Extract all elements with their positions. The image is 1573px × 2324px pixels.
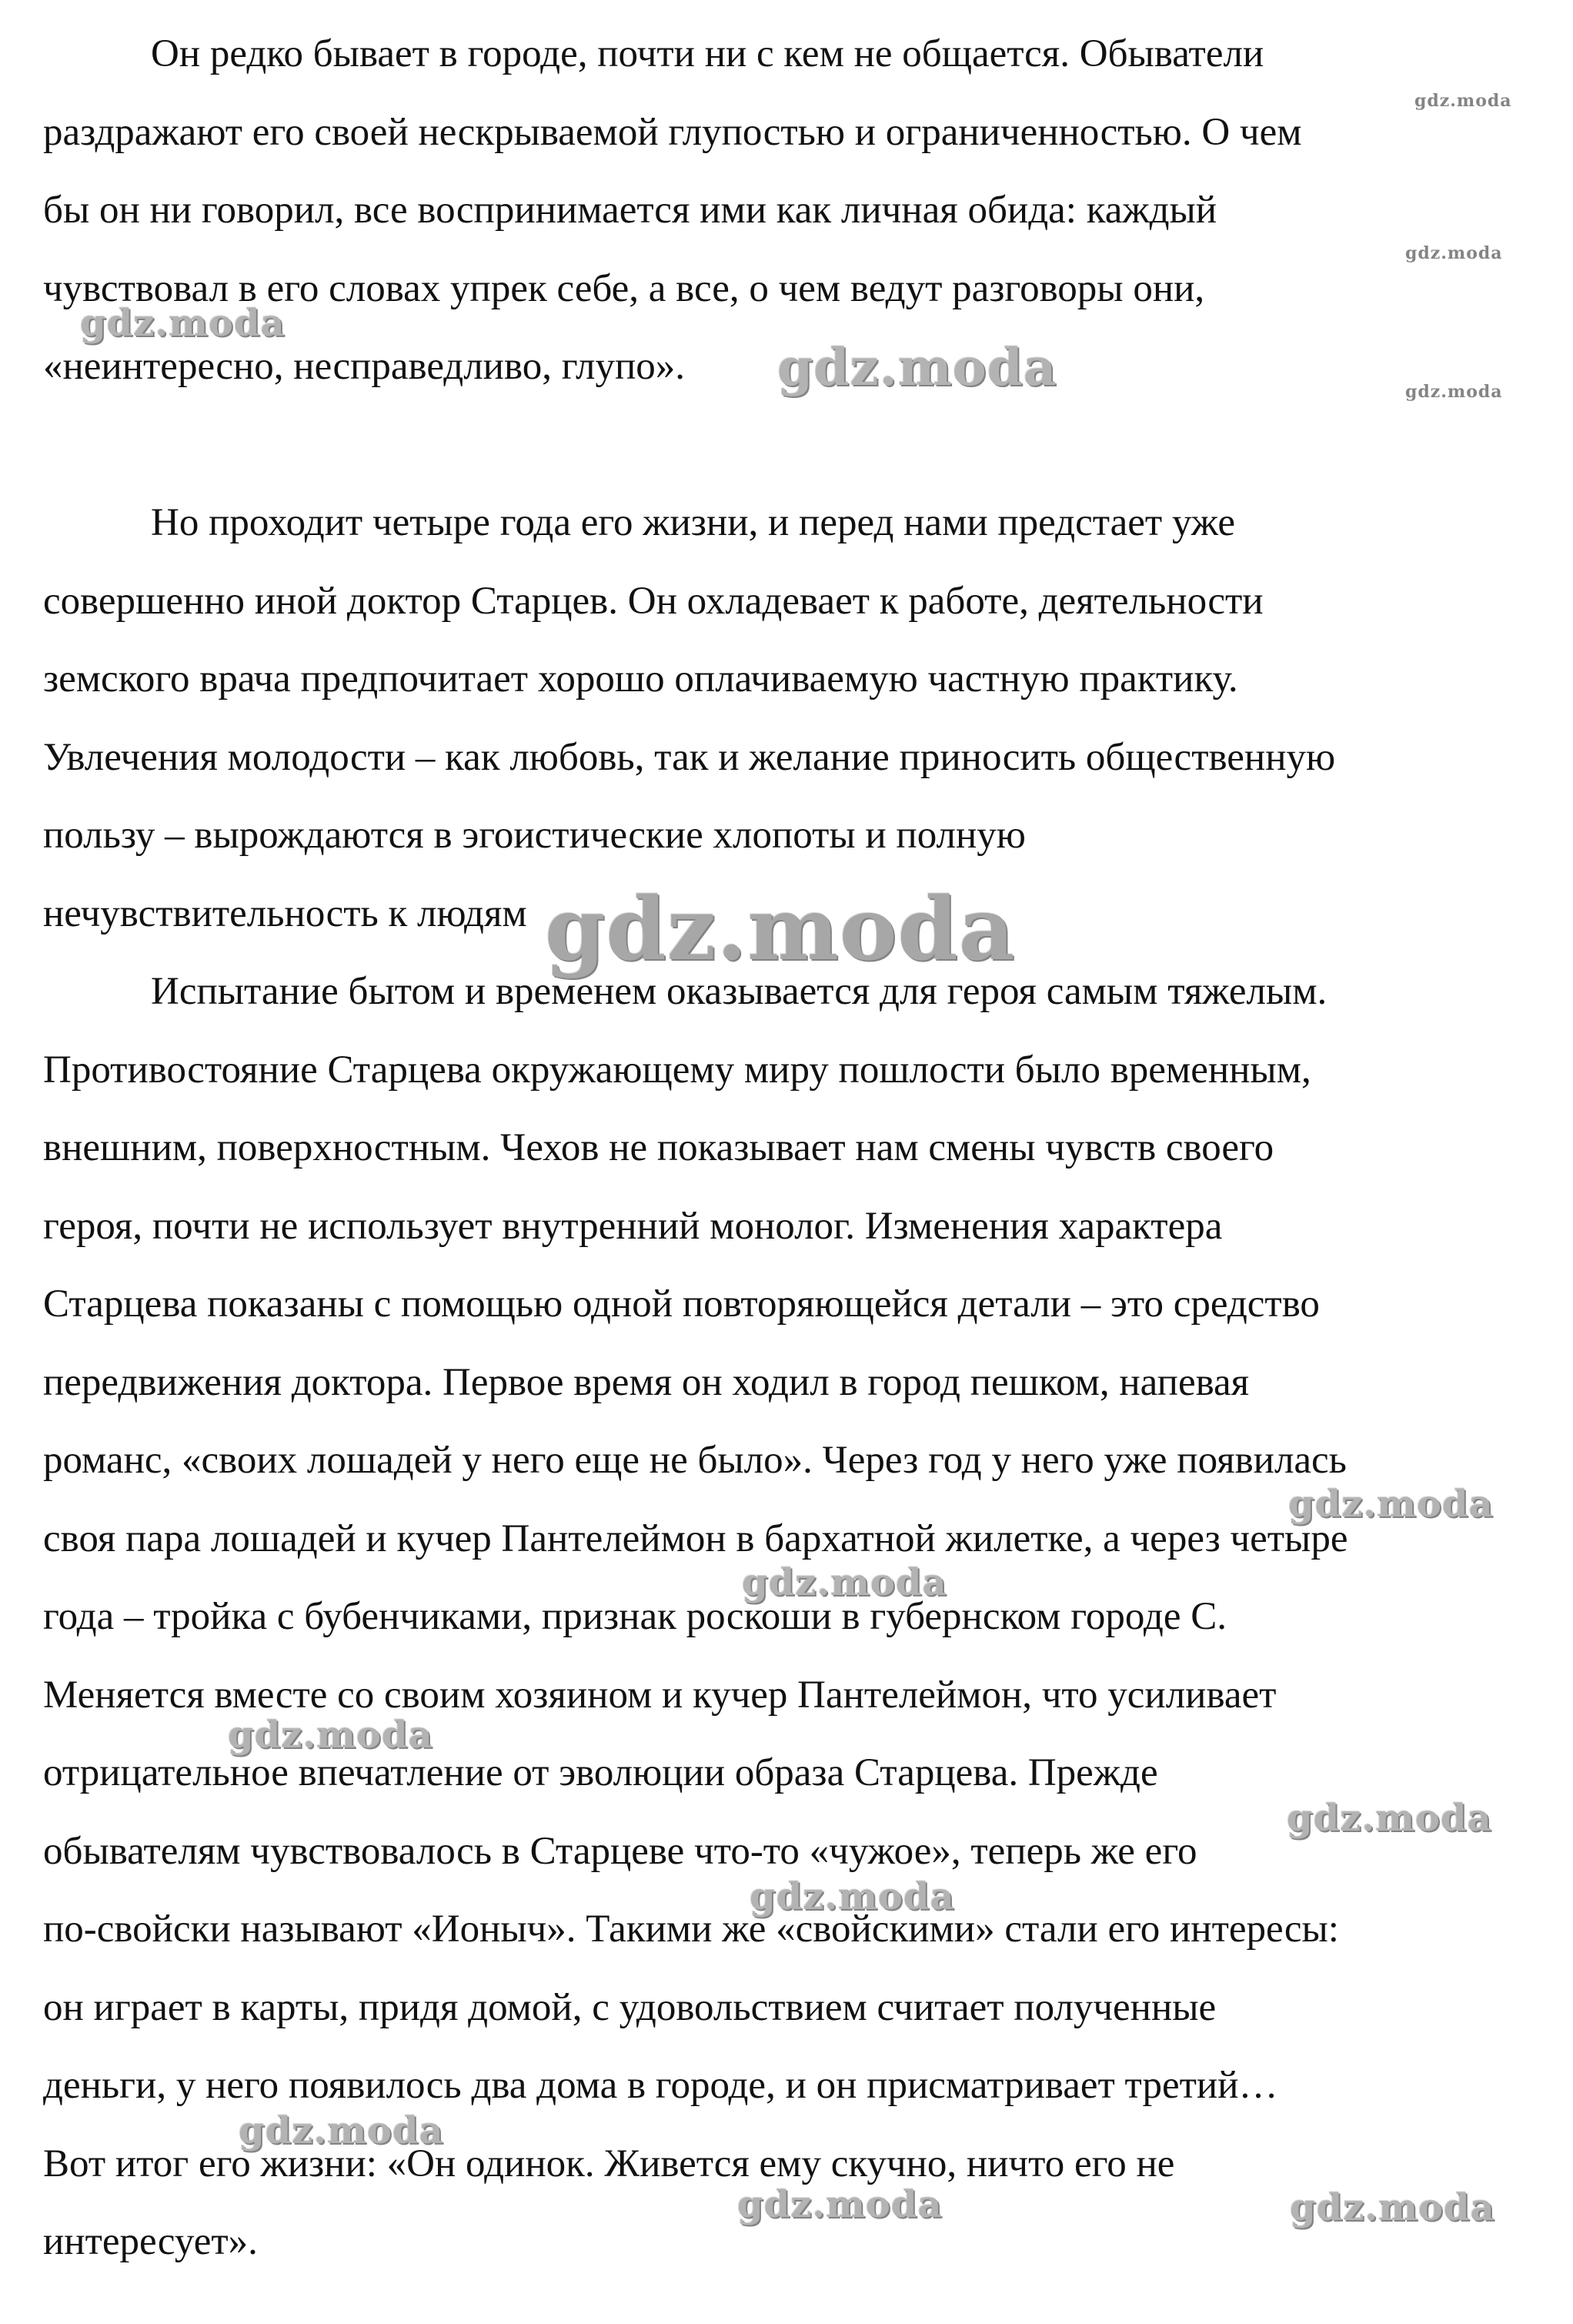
text-line: пользу – вырождаются в эгоистические хлопоты и полную bbox=[43, 814, 1026, 857]
watermark: gdz.moda bbox=[1414, 91, 1512, 111]
text-line: Противостояние Старцева окружающему миру пошлости было временным, bbox=[43, 1048, 1311, 1092]
text-line: Испытание бытом и временем оказывается для героя самым тяжелым. bbox=[151, 970, 1328, 1013]
watermark: gdz.moda bbox=[742, 1561, 947, 1604]
watermark: gdz.moda bbox=[1405, 243, 1503, 263]
text-line: бы он ни говорил, все воспринимается ими как личная обида: каждый bbox=[43, 189, 1217, 232]
watermark: gdz.moda bbox=[1405, 382, 1503, 402]
document-text bbox=[43, 15, 1544, 2282]
text-line: раздражают его своей нескрываемой глупостью и ограниченностью. О чем bbox=[43, 110, 1302, 154]
watermark: gdz.moda bbox=[239, 2109, 444, 2152]
text-line: Вот итог его жизни: «Он одинок. Живется ему скучно, ничто его не bbox=[43, 2142, 1175, 2185]
text-line: обывателям чувствовалось в Старцеве что-то «чужое», теперь же его bbox=[43, 1829, 1197, 1873]
watermark: gdz.moda bbox=[1290, 2186, 1495, 2229]
text-line: отрицательное впечатление от эволюции образа Старцева. Прежде bbox=[43, 1751, 1158, 1794]
text-line: он играет в карты, придя домой, с удовольствием считает полученные bbox=[43, 1985, 1217, 2029]
text-line: внешним, поверхностным. Чехов не показывает нам смены чувств своего bbox=[43, 1126, 1274, 1169]
watermark: gdz.moda bbox=[1288, 1483, 1494, 1526]
text-line: «неинтересно, несправедливо, глупо». bbox=[43, 345, 686, 388]
text-line: года – тройка с бубенчиками, признак роскоши в губернском городе С. bbox=[43, 1595, 1227, 1638]
watermark: gdz.moda bbox=[545, 879, 1016, 980]
text-line: земского врача предпочитает хорошо оплачиваемую частную практику. bbox=[43, 657, 1238, 701]
text-line: Меняется вместе со своим хозяином и кучер Пантелеймон, что усиливает bbox=[43, 1673, 1277, 1717]
watermark: gdz.moda bbox=[228, 1714, 433, 1757]
watermark: gdz.moda bbox=[777, 337, 1057, 397]
text-line: Но проходит четыре года его жизни, и перед нами предстает уже bbox=[151, 501, 1235, 544]
watermark: gdz.moda bbox=[1287, 1797, 1492, 1840]
text-line: романс, «своих лошадей у него еще не было». Через год у него уже появилась bbox=[43, 1439, 1347, 1482]
text-line: совершенно иной доктор Старцев. Он охладевает к работе, деятельности bbox=[43, 579, 1264, 623]
text-line: нечувствительность к людям bbox=[43, 891, 527, 935]
text-line: чувствовал в его словах упрек себе, а все, о чем ведут разговоры они, bbox=[43, 266, 1205, 310]
watermark: gdz.moda bbox=[737, 2183, 943, 2226]
text-line: интересует». bbox=[43, 2220, 258, 2263]
text-line: по-свойски называют «Ионыч». Такими же «свойскими» стали его интересы: bbox=[43, 1908, 1339, 1951]
text-line: Он редко бывает в городе, почти ни с кем не общается. Обыватели bbox=[151, 32, 1264, 75]
text-line: передвижения доктора. Первое время он ходил в город пешком, напевая bbox=[43, 1360, 1250, 1404]
watermark: gdz.moda bbox=[80, 302, 286, 345]
text-line: Увлечения молодости – как любовь, так и желание приносить общественную bbox=[43, 735, 1336, 779]
text-line: своя пара лошадей и кучер Пантелеймон в бархатной жилетке, а через четыре bbox=[43, 1516, 1348, 1560]
text-line: героя, почти не использует внутренний монолог. Изменения характера bbox=[43, 1204, 1223, 1248]
text-line: Старцева показаны с помощью одной повторяющейся детали – это средство bbox=[43, 1282, 1320, 1326]
text-line: деньги, у него появилось два дома в городе, и он присматривает третий… bbox=[43, 2064, 1278, 2107]
watermark: gdz.moda bbox=[750, 1875, 955, 1918]
